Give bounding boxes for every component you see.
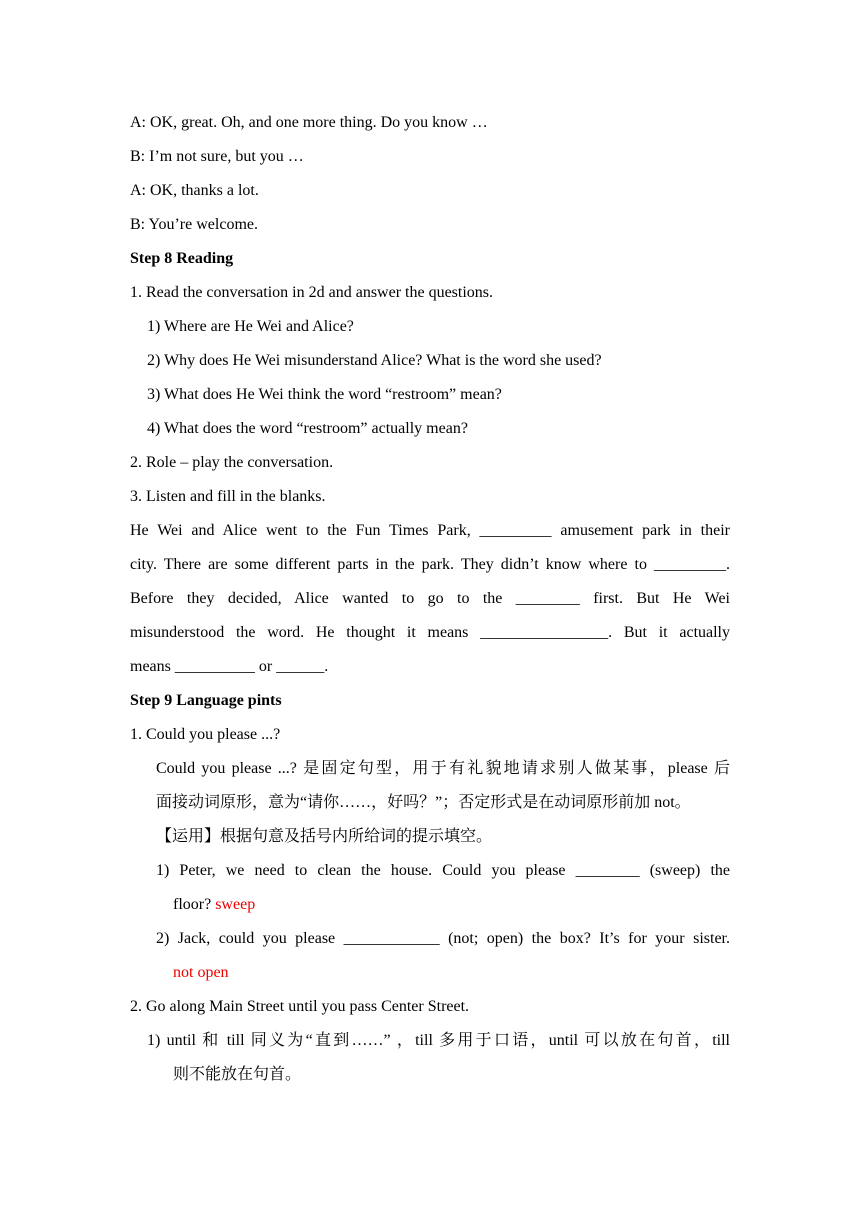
passage-line: Before they decided, Alice wanted to go to the ________ first. But He Wei	[130, 590, 730, 607]
note	[130, 1024, 730, 1092]
exercise-line: 2) Jack, could you please ____________ (not; open) the box? It’s for your sister.	[156, 930, 730, 947]
answer-text: not open	[173, 964, 229, 981]
explanation	[130, 752, 730, 854]
step8-heading: Step 8 Reading	[130, 250, 234, 267]
question-2: 2) Why does He Wei misunderstand Alice? What is the word she used?	[147, 352, 602, 369]
passage-line: city. There are some different parts in the park. They didn’t know where to _________.	[130, 556, 730, 573]
explanation-line: Could you please ...? 是固定句型，用于有礼貌地请求别人做某事，please 后	[156, 760, 730, 777]
passage-line: misunderstood the word. He thought it means ________________. But it actually	[130, 624, 730, 641]
dialog-line-a1: A: OK, great. Oh, and one more thing. Do you know …	[130, 114, 488, 131]
explanation-line: 面接动词原形，意为“请你……，好吗？”；否定形式是在动词原形前加 not。	[156, 794, 691, 811]
step8-item-3: 3. Listen and fill in the blanks.	[130, 488, 326, 505]
passage-line: means __________ or ______.	[130, 658, 329, 675]
answer-text: sweep	[215, 896, 256, 913]
passage-line: He Wei and Alice went to the Fun Times Park, _________ amusement park in their	[130, 522, 730, 539]
exercise-2	[130, 922, 730, 990]
fill-blanks-passage	[130, 514, 730, 684]
step9-heading: Step 9 Language pints	[130, 692, 282, 709]
exercise-1	[130, 854, 730, 922]
practice-label: 【运用】根据句意及括号内所给词的提示填空。	[156, 828, 493, 845]
step9-item-1: 1. Could you please ...?	[130, 726, 281, 743]
question-4: 4) What does the word “restroom” actually mean?	[147, 420, 468, 437]
dialog-line-b2: B: You’re welcome.	[130, 216, 258, 233]
exercise-line: floor?	[173, 896, 212, 913]
step9-item-2: 2. Go along Main Street until you pass Center Street.	[130, 998, 470, 1015]
question-3: 3) What does He Wei think the word “restroom” mean?	[147, 386, 502, 403]
dialog-line-b1: B: I’m not sure, but you …	[130, 148, 304, 165]
step8-item-1: 1. Read the conversation in 2d and answer the questions.	[130, 284, 494, 301]
dialog-line-a2: A: OK, thanks a lot.	[130, 182, 259, 199]
question-1: 1) Where are He Wei and Alice?	[147, 318, 354, 335]
document-page	[130, 106, 730, 1092]
note-line: 1) until 和 till 同义为“直到……” ，till 多用于口语，until 可以放在句首，till	[147, 1032, 730, 1049]
exercise-line: 1) Peter, we need to clean the house. Could you please ________ (sweep) the	[156, 862, 730, 879]
step8-item-2: 2. Role – play the conversation.	[130, 454, 334, 471]
note-line: 则不能放在句首。	[173, 1066, 302, 1083]
